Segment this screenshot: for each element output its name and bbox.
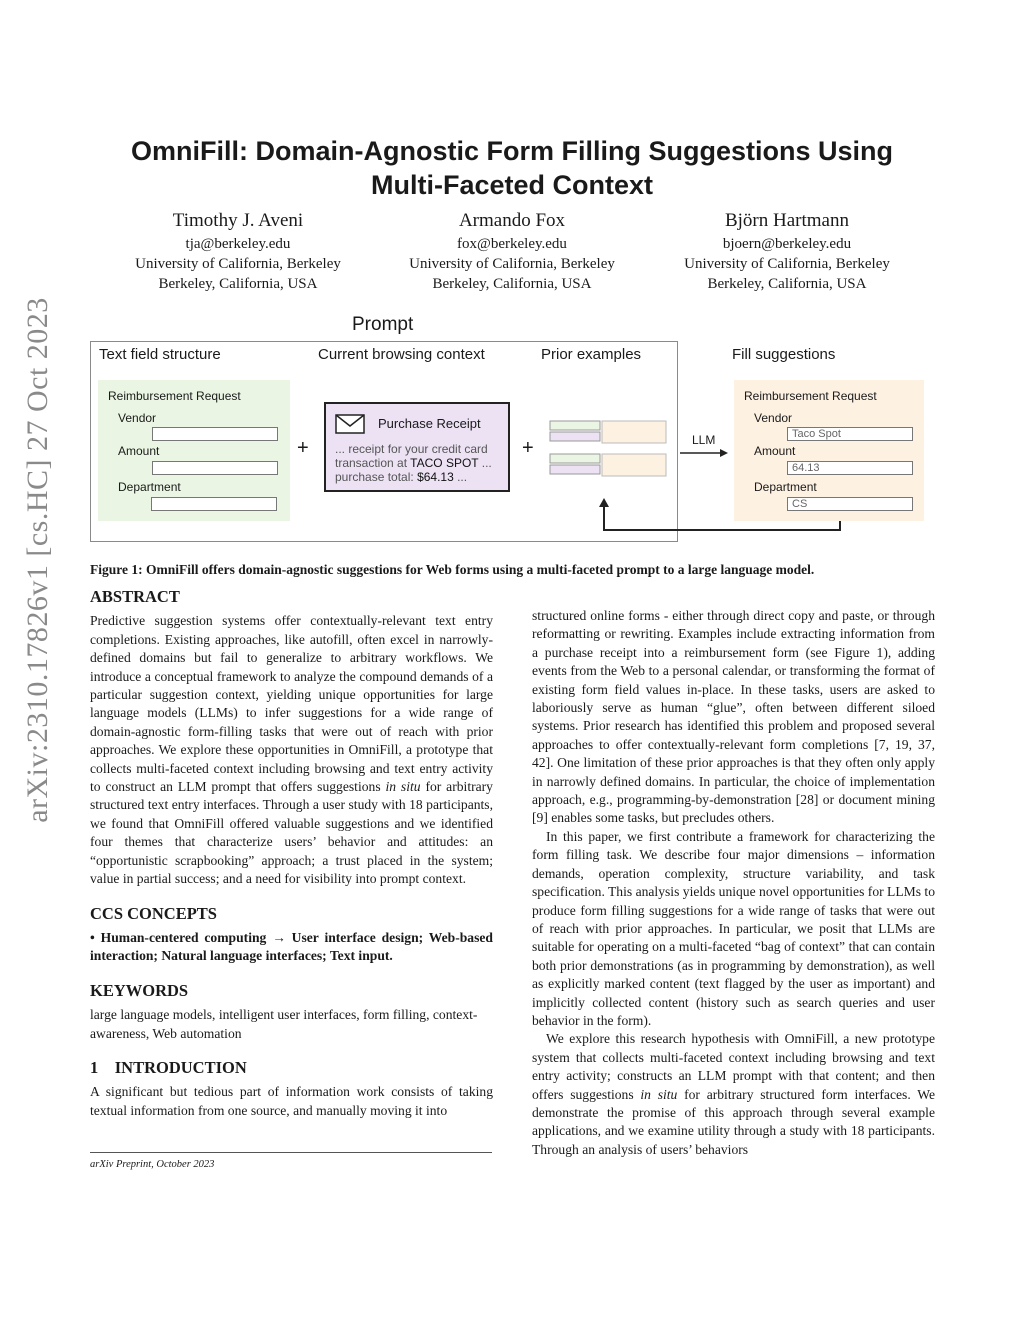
figure-vendor-field: Taco Spot <box>787 427 913 441</box>
body-text-part: We explore this research hypothesis with OmniFill, a new prototype system that collects multi-faceted context including browsing and text entry activity; constructs an LLM prompt with that content; and then offers suggestions <box>532 1031 935 1102</box>
figure-amount-field: 64.13 <box>787 461 913 475</box>
abstract-emphasis: in situ <box>385 779 421 795</box>
figure-filled-form-panel <box>734 380 924 521</box>
figure-amount-label: Amount <box>118 444 160 458</box>
figure-purchase-receipt <box>324 402 510 492</box>
figure-receipt-title: Purchase Receipt <box>378 416 481 431</box>
arxiv-sidebar-stamp <box>18 180 58 940</box>
figure-receipt-text: purchase total: <box>335 470 418 484</box>
author-email: tja@berkeley.edu <box>185 236 291 252</box>
author-location: Berkeley, California, USA <box>707 276 867 292</box>
figure-vendor-label: Vendor <box>118 411 157 425</box>
figure-receipt-text: transaction at <box>335 456 411 470</box>
figure-receipt-highlight: TACO SPOT <box>410 456 479 470</box>
figure-department-field <box>151 497 277 511</box>
author-name: Björn Hartmann <box>724 210 849 231</box>
paper-title <box>90 134 934 202</box>
envelope-icon <box>335 414 365 434</box>
abstract-text <box>90 612 493 888</box>
author-location: Berkeley, California, USA <box>432 276 592 292</box>
ccs-concepts-heading: CCS CONCEPTS <box>90 903 217 923</box>
figure-department-label: Department <box>754 480 817 494</box>
keywords-text: large language models, intelligent user interfaces, form filling, context-awareness, Web automation <box>90 1007 478 1041</box>
author-block <box>382 208 642 294</box>
figure-fill-suggestions-label: Fill suggestions <box>732 346 836 363</box>
footer-note: arXiv Preprint, October 2023 <box>90 1159 215 1170</box>
figure-text-field-structure-label: Text field structure <box>99 346 221 363</box>
figure-vendor-field <box>152 427 278 441</box>
author-block <box>657 208 917 294</box>
figure-form-title: Reimbursement Request <box>744 389 877 403</box>
figure-department-label: Department <box>118 480 181 494</box>
author-name: Timothy J. Aveni <box>172 210 304 231</box>
author-name: Armando Fox <box>458 210 566 231</box>
figure-plus-sign: + <box>297 437 309 459</box>
figure-receipt-highlight: $64.13 <box>417 470 454 484</box>
keywords-heading: KEYWORDS <box>90 980 189 1000</box>
arrow-right-icon <box>678 446 730 460</box>
title-line-2: Multi-Faceted Context <box>370 170 653 200</box>
figure-plus-sign: + <box>522 437 534 459</box>
abstract-heading: ABSTRACT <box>90 587 180 606</box>
figure-receipt-line <box>335 470 492 484</box>
figure-receipt-line <box>335 456 492 470</box>
figure-receipt-body <box>335 442 492 484</box>
body-paragraph: structured online forms - either through direct copy and paste, or through reformatting or rewriting. Examples include extracting information from a purchase receipt into a reimbursement form (see Figure 1), adding events from the Web to a personal calendar, or transforming the format of existing form field values in-place. In these tasks, users are asked to laboriously serve as human “glue”, often between different siloed systems. Prior research has identified this problem and proposed several approaches to offer contextually-relevant form completions [7, 19, 37, 42]. One limitation of these prior approaches is that they often only apply in narrowly defined domains. In particular, the choice of implementation approach, e.g., programming-by-demonstration [28] or document mining [9] enables some tasks, but precludes others. <box>532 608 935 826</box>
author-block <box>108 208 368 294</box>
author-email: bjoern@berkeley.edu <box>722 236 852 252</box>
body-paragraph <box>532 1030 935 1159</box>
prior-examples-graphic <box>548 418 668 480</box>
figure-vendor-label: Vendor <box>754 411 793 425</box>
introduction-text: A significant but tedious part of information work consists of taking textual information from one source, and manually moving it into <box>90 1084 493 1118</box>
body-paragraph: In this paper, we first contribute a framework for characterizing the form filling task. We describe four major dimensions – information demands, operation complexity, structure variability, and task specification. This analysis yields unique novel opportunities for LLMs to produce form filling suggestions for a wide range of tasks that were out of reach with prior approaches. In particular, we posit that LLMs are suitable for operating on a multi-faceted “bag of context” that can contain both prior demonstrations (as in programming by demonstration), as well as explicitly marked content (text flagged by the user as important) and implicitly collected content (history such as search queries and user behavior in the form). <box>532 828 935 1028</box>
introduction-heading: 1 INTRODUCTION <box>90 1057 247 1077</box>
figure-amount-field <box>152 461 278 475</box>
figure-amount-label: Amount <box>754 444 796 458</box>
figure-receipt-text: ... <box>478 456 492 470</box>
figure-form-title: Reimbursement Request <box>108 389 241 403</box>
ccs-concepts-text: • Human-centered computing → User interface design; Web-based interaction; Natural language interfaces; Text input. <box>90 929 493 964</box>
figure-receipt-text: ... <box>453 470 468 484</box>
author-email: fox@berkeley.edu <box>457 236 567 252</box>
figure-receipt-line: ... receipt for your credit card <box>335 442 488 456</box>
figure-browsing-context-label: Current browsing context <box>318 346 485 363</box>
left-column <box>90 588 493 1120</box>
author-affiliation: University of California, Berkeley <box>684 256 890 272</box>
abstract-text-part: Predictive suggestion systems offer contextually-relevant text entry completions. Existing approaches, like autofill, often excel in narrowly-defined domains but fail to generalize to arbitrary workflows. We introduce a conceptual framework to analyze the compound demands of a particular suggestion context, yielding unique opportunities for large language models (LLMs) to infer suggestions for a wide range of domain-agnostic form-filling tasks that were out of reach with prior approaches. We explore these opportunities in OmniFill, a prototype that collects multi-faceted context including browsing and text entry activity to construct an LLM prompt that offers suggestions <box>90 613 493 795</box>
body-text-part: for arbitrary structured form interfaces. We demonstrate the promise of this approach through several example applications, and we examine utility through a study with 18 participants. Through an analysis of users’ behaviors <box>532 1086 935 1157</box>
right-column <box>532 607 935 1159</box>
figure-llm-label: LLM <box>692 433 716 447</box>
arxiv-identifier: arXiv:2310.17826v1 [cs.HC] 27 Oct 2023 <box>21 297 54 823</box>
footnote-divider <box>90 1152 492 1153</box>
author-location: Berkeley, California, USA <box>158 276 318 292</box>
body-emphasis: in situ <box>640 1086 678 1102</box>
author-affiliation: University of California, Berkeley <box>409 256 615 272</box>
figure-caption: Figure 1: OmniFill offers domain-agnostic suggestions for Web forms using a multi-faceted prompt to a large language model. <box>90 562 815 577</box>
figure-empty-form-panel <box>98 380 290 521</box>
figure-prior-examples-label: Prior examples <box>541 346 642 363</box>
title-line-1: OmniFill: Domain-Agnostic Form Filling Suggestions Using <box>131 136 893 166</box>
figure-department-field: CS <box>787 497 913 511</box>
figure-prompt-label: Prompt <box>352 314 414 335</box>
abstract-text-part: for arbitrary structured text entry interfaces. Through a user study with 18 participants, we found that OmniFill offered valuable suggestions and we identified four themes that characterize users’ behavior and attitudes: an “opportunistic scrapbooking” approach; a trust placed in the system; value in partial success; and a need for visibility into prompt context. <box>90 779 493 887</box>
author-affiliation: University of California, Berkeley <box>135 256 341 272</box>
